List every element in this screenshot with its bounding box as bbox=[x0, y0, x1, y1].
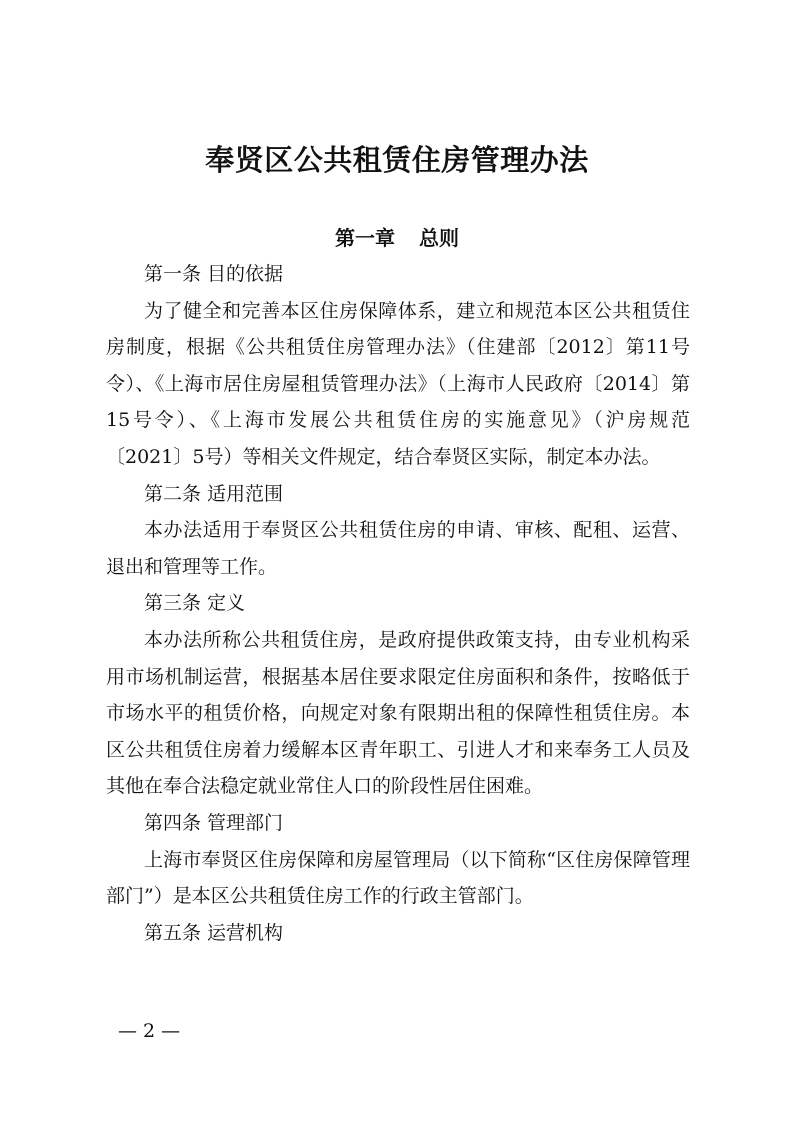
article-3-heading: 第三条 定义 bbox=[144, 592, 246, 615]
article-2-heading: 第二条 适用范围 bbox=[144, 482, 284, 505]
chapter-heading bbox=[0, 222, 794, 254]
chapter-label: 第一章 bbox=[335, 226, 395, 250]
chapter-name: 总则 bbox=[419, 226, 459, 250]
document-title: 奉贤区公共租赁住房管理办法 bbox=[205, 143, 589, 177]
article-2-text: 本办法适用于奉贤区公共租赁住房的申请、审核、配租、运营、退出和管理等工作。 bbox=[106, 519, 690, 578]
article-1-heading: 第一条 目的依据 bbox=[144, 263, 284, 285]
article-4-text: 上海市奉贤区住房保障和房屋管理局（以下简称“区住房保障管理部门”）是本区公共租赁住房工作的行政主管部门。 bbox=[106, 848, 690, 908]
article-3-text: 本办法所称公共租赁住房，是政府提供政策支持，由专业机构采用市场机制运营，根据基本居住要求限定住房面积和条件，按略低于市场水平的租赁价格，向规定对象有限期出租的保障性租赁住房。本区公共租赁住房着力缓解本区青年职工、引进人才和来奉务工人员及其他在奉合法稳定就业常住人口的阶段性居住困难。 bbox=[106, 628, 690, 798]
page-number: — 2 — bbox=[118, 1020, 181, 1042]
article-5-heading: 第五条 运营机构 bbox=[144, 921, 284, 944]
document-body bbox=[106, 256, 690, 951]
article-4-heading: 第四条 管理部门 bbox=[144, 811, 284, 834]
article-1-text: 为了健全和完善本区住房保障体系，建立和规范本区公共租赁住房制度，根据《公共租赁住房管理办法》（住建部〔2012〕第11号令）、《上海市居住房屋租赁管理办法》（上海市人民政府〔2014〕第15号令）、《上海市发展公共租赁住房的实施意见》（沪房规范〔2021〕5号）等相关文件规定，结合奉贤区实际，制定本办法。 bbox=[106, 299, 690, 468]
